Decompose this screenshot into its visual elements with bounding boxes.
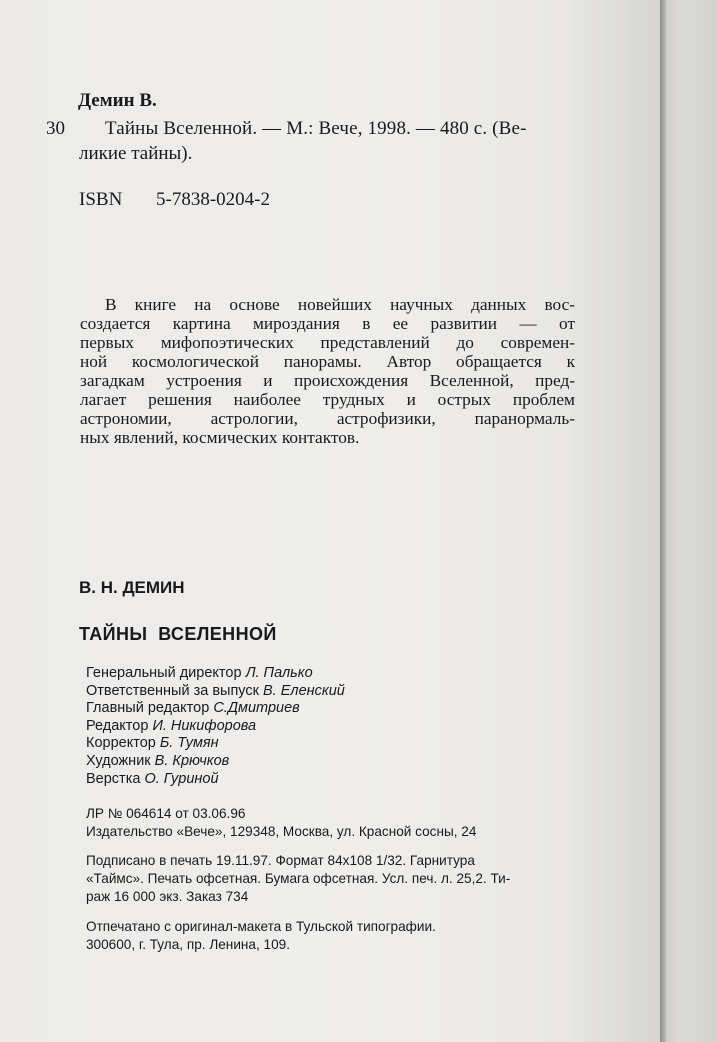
annotation-line: создается картина мироздания в ее развитии — от <box>80 314 575 333</box>
credits-list <box>86 665 345 788</box>
book-title: ТАЙНЫ ВСЕЛЕННОЙ <box>79 624 277 644</box>
credit-row <box>86 700 345 718</box>
credit-role: Художник <box>86 752 151 769</box>
credit-person: С.Дмитриев <box>213 700 300 717</box>
credit-row <box>86 718 345 736</box>
page-edge <box>660 0 717 1042</box>
credit-role: Ответственный за выпуск <box>86 682 259 699</box>
author-heading: Демин В. <box>78 90 157 111</box>
credit-row <box>86 771 345 789</box>
credit-role: Главный редактор <box>86 700 210 717</box>
print-info-block <box>86 852 510 905</box>
credit-row <box>86 735 345 753</box>
credit-person: О. Гуриной <box>144 770 219 787</box>
annotation-line: загадкам устроения и происхождения Вселенной, пред- <box>80 371 575 390</box>
book-author: В. Н. ДЕМИН <box>79 578 185 597</box>
license-block <box>86 805 476 841</box>
credit-person: Л. Палько <box>245 665 313 681</box>
annotation-line: В книге на основе новейших научных данных вос- <box>105 295 575 314</box>
credit-person: И. Никифорова <box>152 717 257 734</box>
print-info-line: Подписано в печать 19.11.97. Формат 84x108 1/32. Гарнитура <box>86 853 475 868</box>
credit-person: В. Еленский <box>263 682 345 699</box>
classification-code: 30 <box>46 118 65 139</box>
print-info-line: раж 16 000 экз. Заказ 734 <box>86 888 249 904</box>
isbn-label: ISBN <box>79 189 123 210</box>
publisher-address: Издательство «Вече», 129348, Москва, ул. Красной сосны, 24 <box>86 823 477 839</box>
credit-person: В. Крючков <box>154 752 230 769</box>
annotation-line: ной космологической панорамы. Автор обращается к <box>80 352 575 371</box>
bibliographic-line-1: Тайны Вселенной. — М.: Вече, 1998. — 480 с. (Ве- <box>105 118 527 139</box>
credit-row <box>86 665 345 683</box>
annotation-line: первых мифопоэтических представлений до современ- <box>80 333 575 352</box>
print-info-line: «Таймс». Печать офсетная. Бумага офсетная. Усл. печ. л. 25,2. Ти- <box>86 870 511 886</box>
printer-name: Отпечатано с оригинал-макета в Тульской типографии. <box>86 919 436 934</box>
printer-block <box>86 918 436 954</box>
credit-person: Б. Тумян <box>159 735 219 752</box>
credit-row <box>86 683 345 701</box>
credit-role: Корректор <box>86 735 156 752</box>
isbn-value: 5-7838-0204-2 <box>156 189 270 210</box>
license-number: ЛР № 064614 от 03.06.96 <box>86 806 246 821</box>
credit-role: Редактор <box>86 717 149 734</box>
credit-role: Верстка <box>86 770 141 787</box>
printer-address: 300600, г. Тула, пр. Ленина, 109. <box>86 936 290 952</box>
annotation-line: ных явлений, космических контактов. <box>80 428 360 447</box>
credit-role: Генеральный директор <box>86 665 242 681</box>
credit-row <box>86 753 345 771</box>
annotation-line: астрономии, астрологии, астрофизики, паранормаль- <box>80 409 575 428</box>
annotation-line: лагает решения наиболее трудных и острых проблем <box>80 390 575 409</box>
annotation-paragraph <box>80 295 575 447</box>
bibliographic-line-2: ликие тайны). <box>79 143 193 164</box>
